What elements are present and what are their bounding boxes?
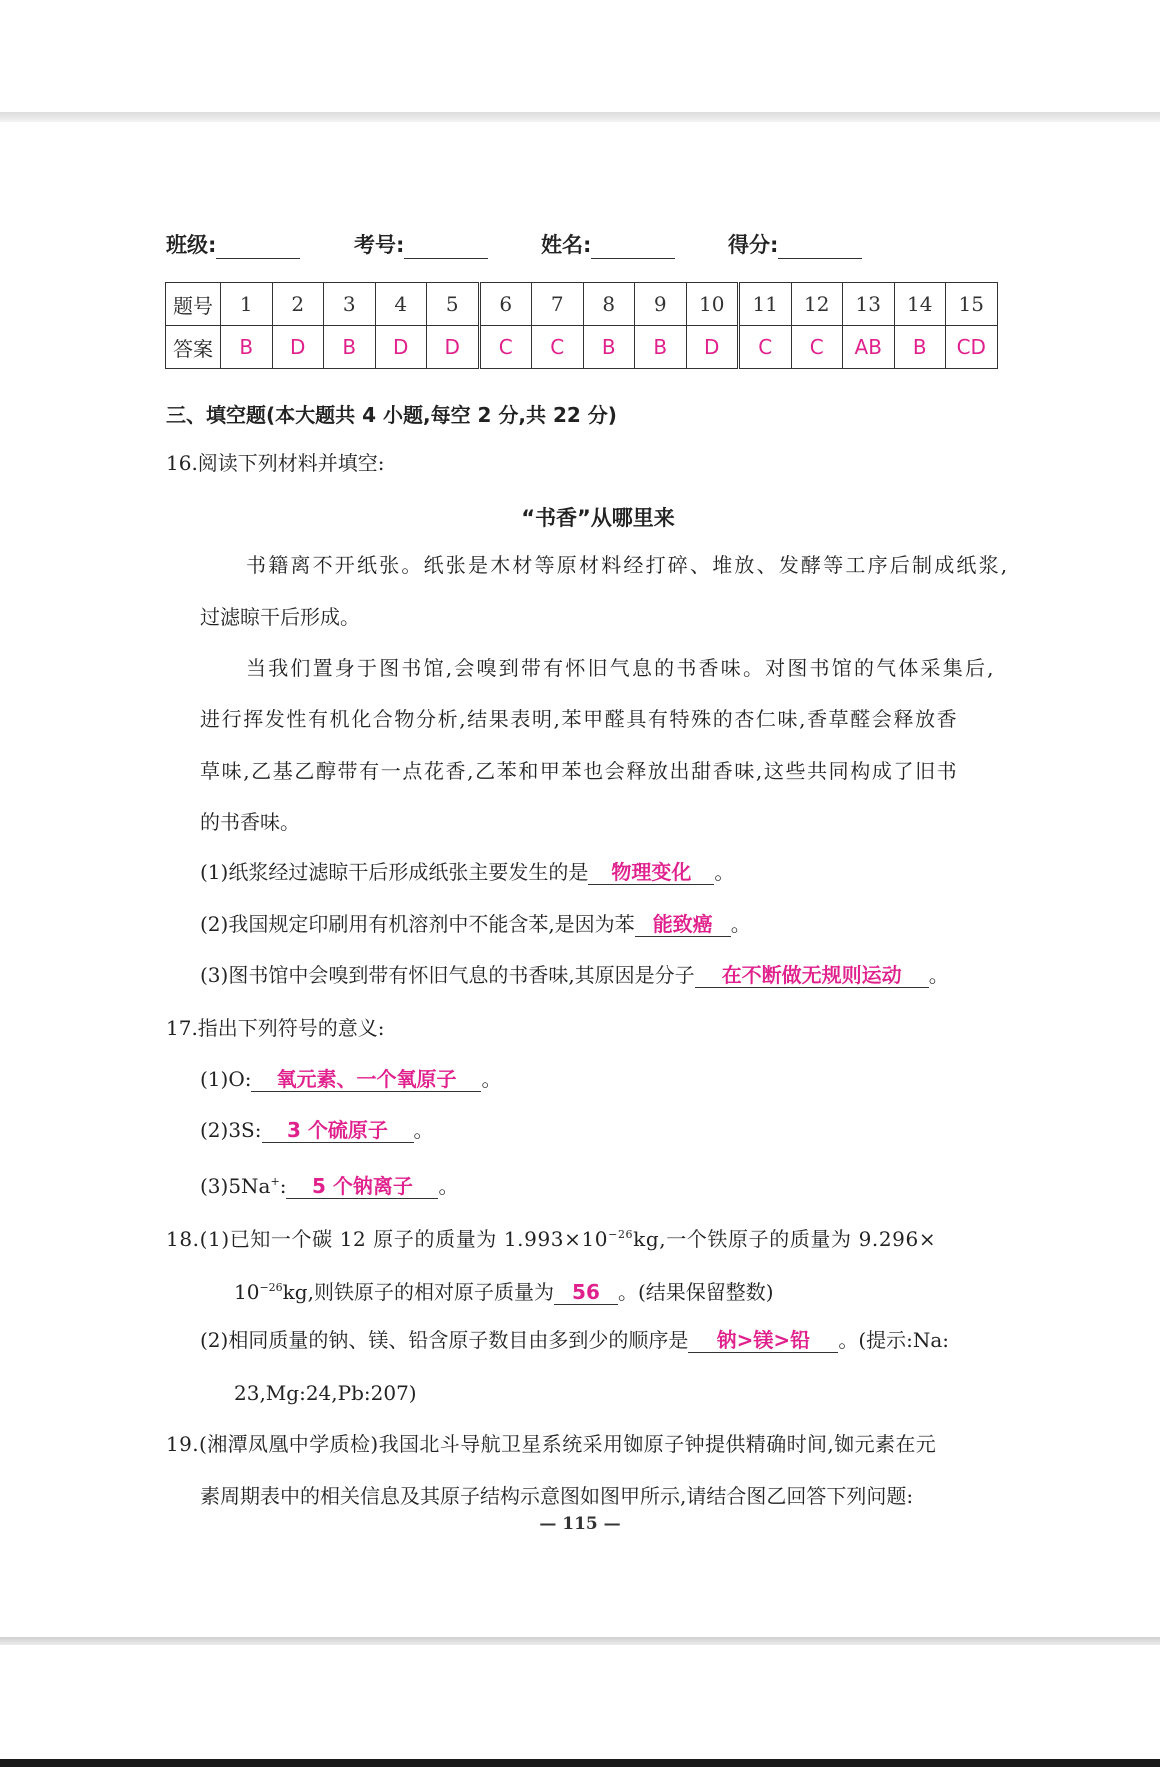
score-blank bbox=[778, 238, 862, 259]
table-cell: 11 bbox=[739, 283, 792, 326]
table-cell: 6 bbox=[479, 283, 532, 326]
q18-line1 bbox=[166, 1223, 936, 1251]
q17-sub3-answer: 5 个钠离子 bbox=[286, 1174, 438, 1199]
q16-sub1-end: 。 bbox=[714, 860, 735, 884]
table-row-answers bbox=[166, 326, 998, 369]
q16-sub3-answer: 在不断做无规则运动 bbox=[695, 963, 929, 988]
table-answer-cell: CD bbox=[946, 326, 998, 369]
q16-sub1-answer: 物理变化 bbox=[588, 860, 714, 885]
q18-sub1-answer: 56 bbox=[554, 1280, 618, 1305]
q18-line1-b: kg,一个铁原子的质量为 9.296× bbox=[633, 1227, 937, 1251]
table-cell: 7 bbox=[532, 283, 584, 326]
q16-sub3-text: (3)图书馆中会嗅到带有怀旧气息的书香味,其原因是分子 bbox=[200, 963, 695, 987]
table-answer-cell: B bbox=[635, 326, 687, 369]
passage-title: “书香”从哪里来 bbox=[521, 506, 675, 530]
q17-sub3-text: (3)5Na bbox=[200, 1174, 271, 1198]
q16-sub2-end: 。 bbox=[730, 912, 751, 936]
class-label: 班级: bbox=[166, 233, 217, 257]
q17-sub1-end: 。 bbox=[481, 1067, 502, 1091]
q17-sub2-end: 。 bbox=[413, 1118, 434, 1142]
passage-line: 草味,乙基乙醇带有一点花香,乙苯和甲苯也会释放出甜香味,这些共同构成了旧书 bbox=[200, 759, 959, 783]
q16-sub1-text: (1)纸浆经过滤晾干后形成纸张主要发生的是 bbox=[200, 860, 589, 884]
table-cell: 5 bbox=[427, 283, 480, 326]
passage-line: 书籍离不开纸张。纸张是木材等原材料经打碎、堆放、发酵等工序后制成纸浆, bbox=[246, 553, 1010, 577]
bottom-margin bbox=[0, 1645, 1160, 1759]
table-cell: 13 bbox=[843, 283, 895, 326]
q18-sub2-answer: 钠>镁>铅 bbox=[688, 1328, 838, 1353]
q17-sub3 bbox=[200, 1170, 458, 1199]
page-top-edge bbox=[0, 112, 1160, 122]
table-answer-cell: D bbox=[686, 326, 739, 369]
class-field bbox=[166, 229, 300, 259]
q18-line2-b: kg,则铁原子的相对原子质量为 bbox=[282, 1280, 554, 1304]
q18-line3 bbox=[200, 1328, 949, 1353]
exam-no-field bbox=[354, 229, 488, 259]
q17-sub1-text: (1)O: bbox=[200, 1067, 252, 1091]
table-cell: 8 bbox=[583, 283, 635, 326]
table-answer-cell: B bbox=[221, 326, 273, 369]
q17-sub2-answer: 3 个硫原子 bbox=[262, 1118, 414, 1143]
table-answer-cell: C bbox=[791, 326, 843, 369]
exponent: −26 bbox=[259, 1281, 283, 1294]
answer-table bbox=[165, 282, 998, 369]
q17-sub1-answer: 氧元素、一个氧原子 bbox=[251, 1067, 481, 1092]
table-row-numbers bbox=[166, 283, 998, 326]
table-cell: 3 bbox=[324, 283, 376, 326]
q17-sub3-colon: : bbox=[279, 1174, 287, 1198]
q17-sub2 bbox=[200, 1118, 434, 1143]
q16-sub2 bbox=[200, 912, 751, 937]
name-blank bbox=[591, 238, 675, 259]
q16-sub2-text: (2)我国规定印刷用有机溶剂中不能含苯,是因为苯 bbox=[200, 912, 635, 936]
table-cell: 14 bbox=[894, 283, 946, 326]
table-answer-cell: C bbox=[532, 326, 584, 369]
table-cell: 4 bbox=[375, 283, 427, 326]
q16-stem: 16.阅读下列材料并填空: bbox=[166, 451, 385, 475]
q18-line2-end: 。(结果保留整数) bbox=[617, 1280, 774, 1304]
q18-line3-text: (2)相同质量的钠、镁、铅含原子数目由多到少的顺序是 bbox=[200, 1328, 689, 1352]
q16-sub2-answer: 能致癌 bbox=[635, 912, 731, 937]
score-field bbox=[728, 229, 862, 259]
passage-line: 的书香味。 bbox=[200, 810, 300, 834]
top-margin bbox=[0, 0, 1160, 118]
q18-line3-end: 。(提示:Na: bbox=[838, 1328, 950, 1352]
q17-sub2-text: (2)3S: bbox=[200, 1118, 262, 1142]
q19-line2: 素周期表中的相关信息及其原子结构示意图如图甲所示,请结合图乙回答下列问题: bbox=[200, 1484, 914, 1508]
charge-superscript: + bbox=[270, 1175, 280, 1188]
table-cell: 1 bbox=[221, 283, 273, 326]
table-answer-cell: D bbox=[375, 326, 427, 369]
q16-sub3-end: 。 bbox=[928, 963, 949, 987]
table-cell: 10 bbox=[686, 283, 739, 326]
exam-no-blank bbox=[404, 238, 488, 259]
q18-line2-a: 10 bbox=[234, 1280, 260, 1304]
table-answer-cell: B bbox=[894, 326, 946, 369]
q17-sub1 bbox=[200, 1067, 501, 1092]
q18-line4: 23,Mg:24,Pb:207) bbox=[234, 1381, 417, 1405]
q16-sub3 bbox=[200, 963, 949, 988]
table-cell: 12 bbox=[791, 283, 843, 326]
q17-sub3-end: 。 bbox=[438, 1174, 459, 1198]
table-cell: 15 bbox=[946, 283, 998, 326]
bottom-bar bbox=[0, 1759, 1160, 1767]
class-blank bbox=[216, 238, 300, 259]
passage-line: 进行挥发性有机化合物分析,结果表明,苯甲醛具有特殊的杏仁味,香草醛会释放香 bbox=[200, 707, 959, 731]
page-number: — 115 — bbox=[539, 1514, 621, 1534]
q16-sub1 bbox=[200, 860, 734, 885]
table-head-answers: 答案 bbox=[166, 326, 221, 369]
table-head-numbers: 题号 bbox=[166, 283, 221, 326]
table-answer-cell: B bbox=[583, 326, 635, 369]
section-title: 三、填空题(本大题共 4 小题,每空 2 分,共 22 分) bbox=[166, 403, 617, 427]
passage-line: 当我们置身于图书馆,会嗅到带有怀旧气息的书香味。对图书馆的气体采集后, bbox=[246, 656, 996, 680]
exponent: −26 bbox=[608, 1228, 634, 1241]
table-answer-cell: D bbox=[427, 326, 480, 369]
table-cell: 2 bbox=[272, 283, 324, 326]
q19-line1: 19.(湘潭凤凰中学质检)我国北斗导航卫星系统采用铷原子钟提供精确时间,铷元素在元 bbox=[166, 1432, 937, 1456]
table-answer-cell: AB bbox=[843, 326, 895, 369]
table-answer-cell: D bbox=[272, 326, 324, 369]
q18-line1-a: 18.(1)已知一个碳 12 原子的质量为 1.993×10 bbox=[166, 1227, 609, 1251]
table-answer-cell: C bbox=[739, 326, 792, 369]
page-bottom-edge bbox=[0, 1637, 1160, 1645]
table-answer-cell: C bbox=[479, 326, 532, 369]
name-field bbox=[541, 229, 675, 259]
q17-stem: 17.指出下列符号的意义: bbox=[166, 1016, 385, 1040]
q18-line2 bbox=[234, 1276, 774, 1305]
passage-line: 过滤晾干后形成。 bbox=[200, 605, 360, 629]
name-label: 姓名: bbox=[541, 233, 592, 257]
exam-no-label: 考号: bbox=[354, 233, 405, 257]
table-answer-cell: B bbox=[324, 326, 376, 369]
score-label: 得分: bbox=[728, 233, 779, 257]
table-cell: 9 bbox=[635, 283, 687, 326]
